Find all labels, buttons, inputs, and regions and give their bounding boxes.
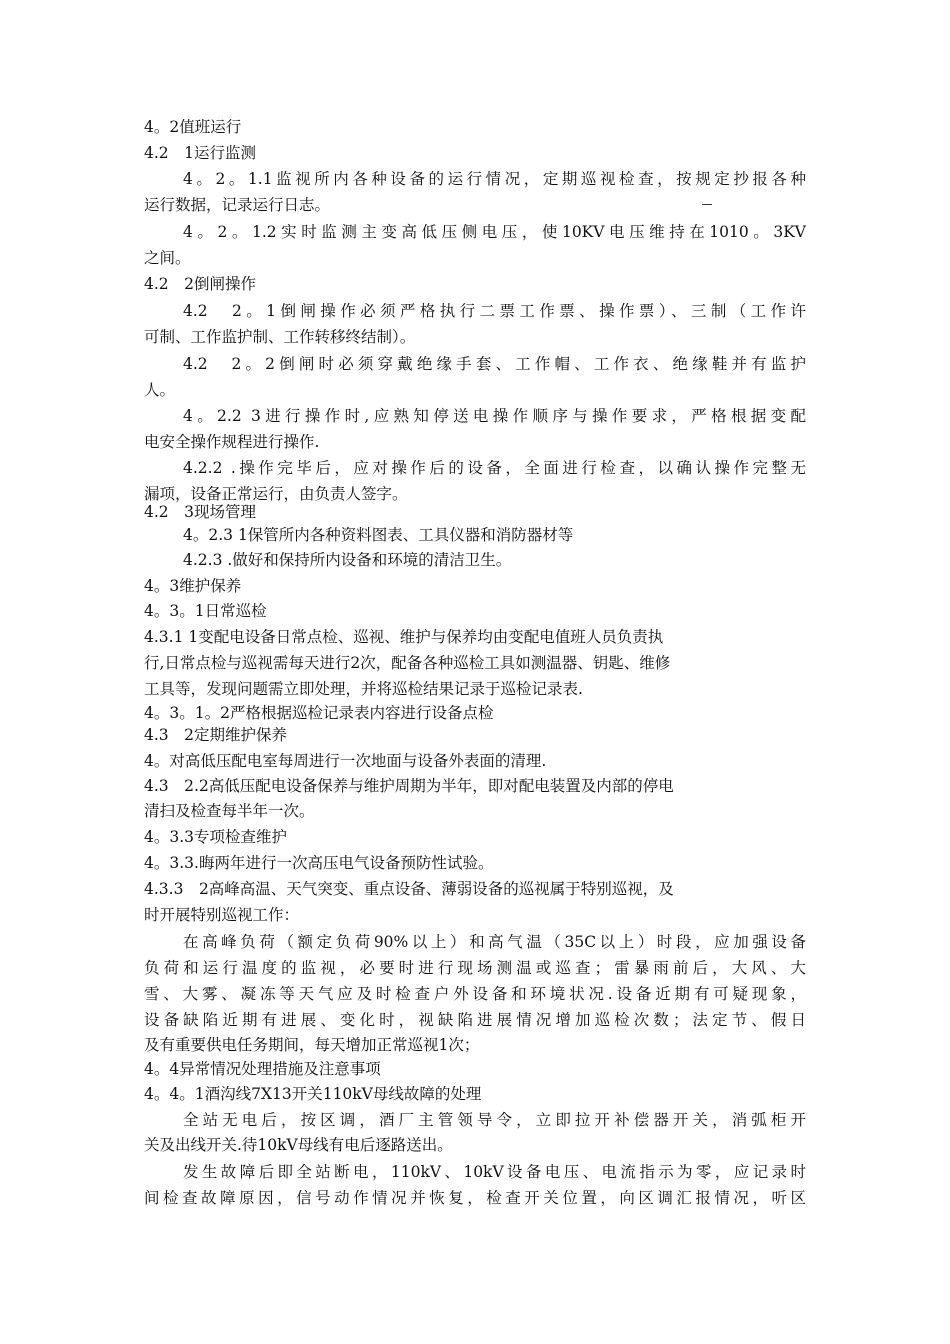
heading-4-3: 4。3维护保养 [144,577,242,595]
text-line: 4.3.3 2高峰高温、天气突变、重点设备、薄弱设备的巡视属于特别巡视，及 [144,880,674,898]
stray-dash-mark [702,204,712,205]
text-line: 4。2。1.1监视所内各种设备的运行情况，定期巡视检查，按规定抄报各种 [183,170,806,188]
text-line: 4.2.2 .操作完毕后，应对操作后的设备，全面进行检查，以确认操作完整无 [183,459,806,477]
text-line: 之间。 [144,249,191,267]
heading-4-2-3: 4.2 3现场管理 [144,503,257,521]
text-line: 发生故障后即全站断电，110kV、10kV设备电压、电流指示为零，应记录时 [183,1163,806,1181]
text-line: 电安全操作规程进行操作. [144,433,320,451]
heading-4-4-1: 4。4。1酒沟线7X13开关110kV母线故障的处理 [144,1085,482,1103]
heading-4-3-3: 4。3.3专项检查维护 [144,828,288,846]
text-line: 负荷和运行温度的监视，必要时进行现场测温或巡查；雷暴雨前后，大风、大 [144,959,806,977]
heading-4-4: 4。4异常情况处理措施及注意事项 [144,1060,381,1078]
text-line: 4.2 2。2倒闸时必须穿戴绝缘手套、工作帽、工作衣、绝缘鞋并有监护 [183,355,806,373]
text-line: 4。2。1.2实时监测主变高低压侧电压，使10KV电压维持在1010。3KV [183,223,806,241]
text-line: 4。对高低压配电室每周进行一次地面与设备外表面的清理. [144,752,547,770]
text-line: 关及出线开关.待10kV母线有电后逐路送出。 [144,1136,453,1154]
text-line: 运行数据，记录运行日志。 [144,196,331,214]
text-line: 4。3.3.晦两年进行一次高压电气设备预防性试验。 [144,854,494,872]
text-line: 4。3。1。2严格根据巡检记录表内容进行设备点检 [144,704,494,722]
text-line: 在高峰负荷（额定负荷90%以上）和高气温（35C以上）时段，应加强设备 [183,933,806,951]
text-line: 4。2.2 3进行操作时,应熟知停送电操作顺序与操作要求，严格根据变配 [183,407,806,425]
text-line: 4.3.1 1变配电设备日常点检、巡视、维护与保养均由变配电值班人员负责执 [144,628,664,646]
text-line: 漏项，设备正常运行，由负责人签字。 [144,485,408,503]
text-line: 设备缺陷近期有进展、变化时，视缺陷进展情况增加巡检次数；法定节、假日 [144,1011,806,1029]
heading-4-2: 4。2值班运行 [144,118,242,136]
text-line: 4.2.3 .做好和保持所内设备和环境的清洁卫生。 [183,551,512,569]
heading-4-2-2: 4.2 2倒闸操作 [144,275,257,293]
text-line: 雪、大雾、凝冻等天气应及时检查户外设备和环境状况.设备近期有可疑现象， [144,985,806,1003]
text-line: 人。 [144,381,176,399]
text-line: 行,日常点检与巡视需每天进行2次，配备各种巡检工具如测温器、钥匙、维修 [144,654,671,672]
text-line: 4。2.3 1保管所内各种资料图表、工具仪器和消防器材等 [183,526,574,544]
text-line: 可制、工作监护制、工作转移终结制）。 [144,328,416,346]
text-line: 全站无电后，按区调，酒厂主管领导令，立即拉开补偿器开关，消弧柜开 [183,1111,806,1129]
text-line: 4.2 2。1倒闸操作必须严格执行二票工作票、操作票）、三制（工作许 [183,302,806,320]
heading-4-2-1: 4.2 1运行监测 [144,144,257,162]
text-line: 及有重要供电任务期间，每天增加正常巡视1次； [144,1036,480,1054]
text-line: 时开展特别巡视工作： [144,906,300,924]
text-line: 间检查故障原因，信号动作情况并恢复，检查开关位置，向区调汇报情况，听区 [144,1189,806,1207]
heading-4-3-1: 4。3。1日常巡检 [144,602,267,620]
text-line: 4.3 2.2高低压配电设备保养与维护周期为半年，即对配电装置及内部的停电 [144,777,674,795]
heading-4-3-2: 4.3 2定期维护保养 [144,726,288,744]
text-line: 工具等，发现问题需立即处理，并将巡检结果记录于巡检记录表. [144,680,583,698]
text-line: 清扫及检查每半年一次。 [144,802,315,820]
